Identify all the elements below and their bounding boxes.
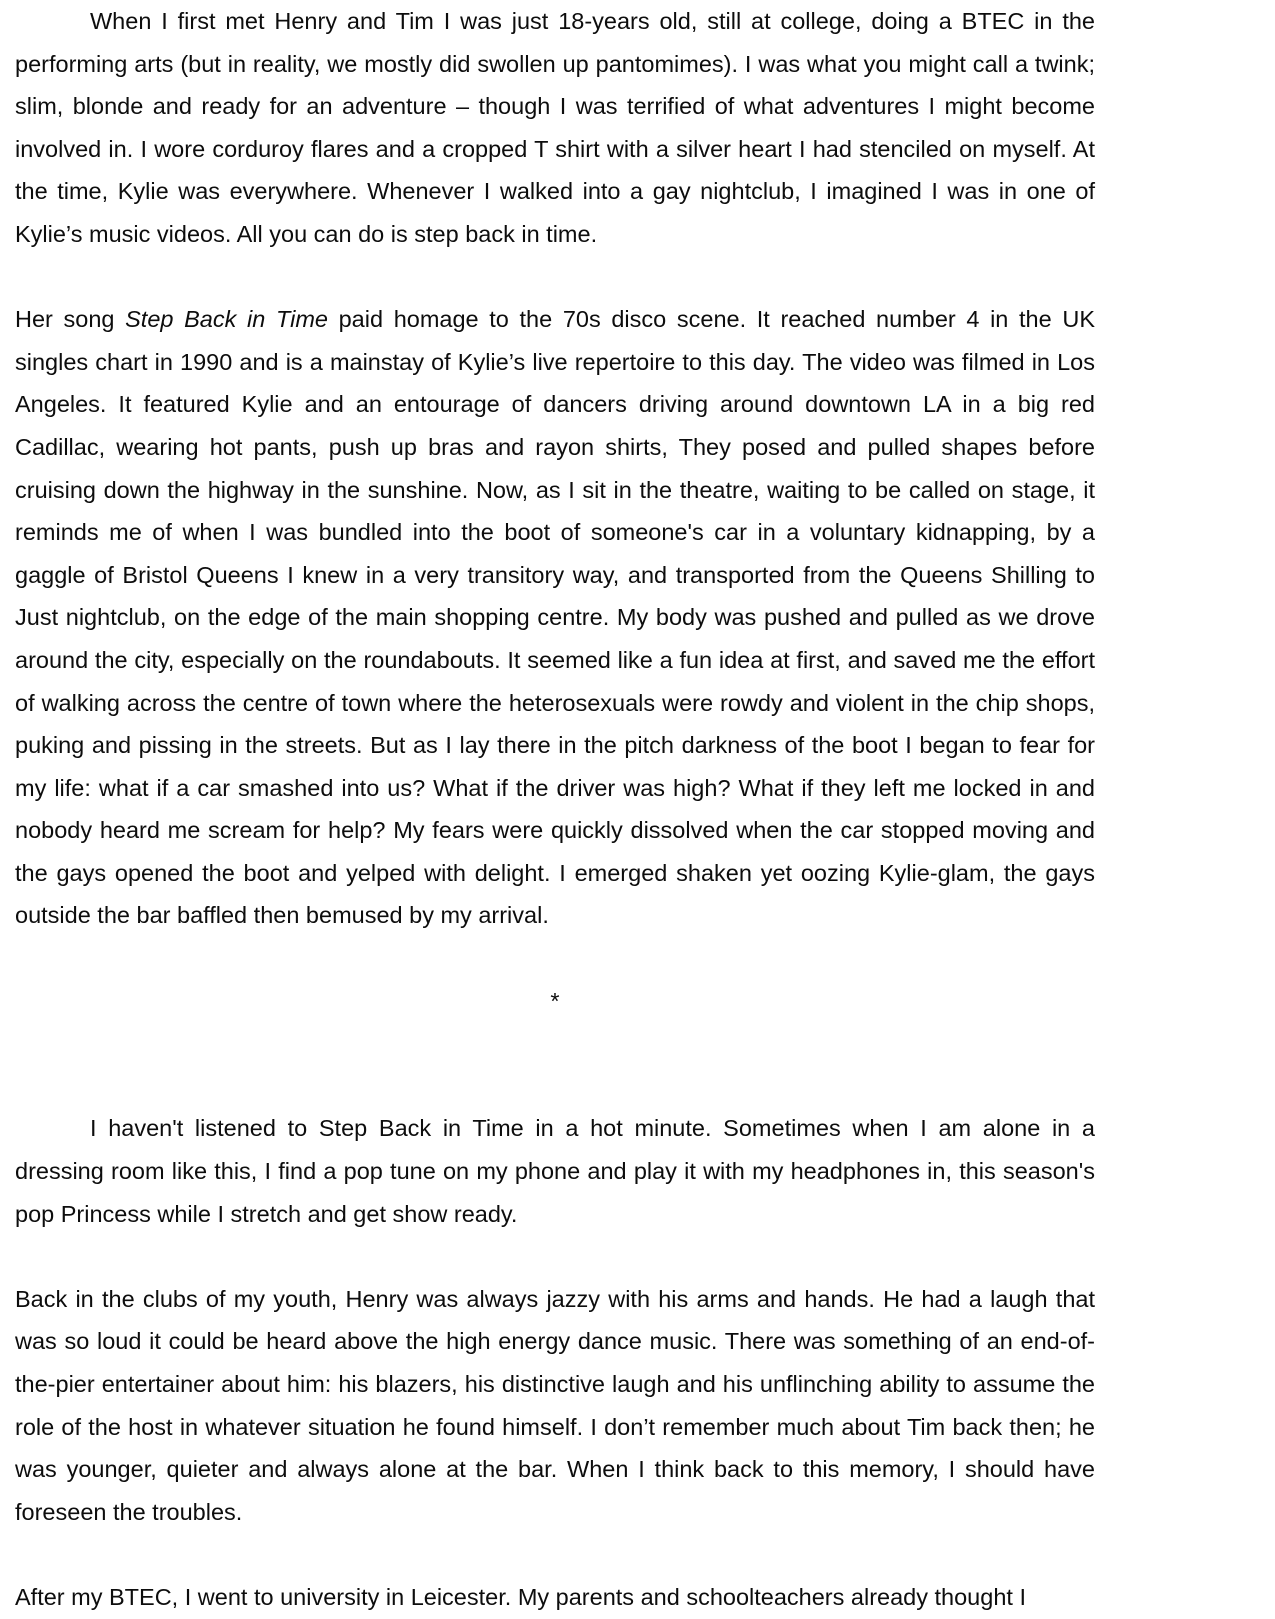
paragraph-3 — [15, 1107, 1095, 1235]
paragraph-gap — [15, 1235, 1095, 1278]
paragraph-4 — [15, 1278, 1095, 1534]
paragraph-5-text: After my BTEC, I went to university in Leicester. My parents and schoolteachers already thought I — [15, 1583, 1026, 1610]
section-break: * — [550, 987, 560, 1014]
paragraph-2-text-b: paid homage to the 70s disco scene. It reached number 4 in the UK singles chart in 1990 and is a mainstay of Kylie’s live repertoire to this day. The video was filmed in Los Angeles. It featured Kylie and an entourage of dancers driving around downtown LA in a big red Cadillac, wearing hot pants, push up bras and rayon shirts, They posed and pulled shapes before cruising down the highway in the sunshine. Now, as I sit in the theatre, waiting to be called on stage, it reminds me of when I was bundled into the boot of someone's car in a voluntary kidnapping, by a gaggle of Bristol Queens I knew in a very transitory way, and transported from the Queens Shilling to Just nightclub, on the edge of the main shopping centre. My body was pushed and pulled as we drove around the city, especially on the roundabouts. It seemed like a fun idea at first, and saved me the effort of walking across the centre of town where the heterosexuals were rowdy and violent in the chip shops, puking and pissing in the streets. But as I lay there in the pitch darkness of the boot I began to fear for my life: what if a car smashed into us? What if the driver was high? What if they left me locked in and nobody heard me scream for help? My fears were quickly dissolved when the car stopped moving and the gays opened the boot and yelped with delight. I emerged shaken yet oozing Kylie-glam, the gays outside the bar baffled then bemused by my arrival. — [15, 306, 1095, 929]
paragraph-gap — [15, 1022, 1095, 1065]
document-page — [15, 0, 1095, 1619]
paragraph-4-text: Back in the clubs of my youth, Henry was always jazzy with his arms and hands. He had a laugh that was so loud it could be heard above the high energy dance music. There was something of an end-of-the-pier entertainer about him: his blazers, his distinctive laugh and his unflinching ability to assume the role of the host in whatever situation he found himself. I don’t remember much about Tim back then; he was younger, quieter and always alone at the bar. When I think back to this memory, I should have foreseen the troubles. — [15, 1285, 1095, 1525]
paragraph-3-text: I haven't listened to Step Back in Time in a hot minute. Sometimes when I am alone in a dressing room like this, I find a pop tune on my phone and play it with my headphones in, this season's pop Princess while I stretch and get show ready. — [15, 1115, 1095, 1227]
paragraph-1-text: When I first met Henry and Tim I was just 18-years old, still at college, doing a BTEC in the performing arts (but in reality, we mostly did swollen up pantomimes). I was what you might call a twink; slim, blonde and ready for an adventure – though I was terrified of what adventures I might become involved in. I wore corduroy flares and a cropped T shirt with a silver heart I had stenciled on myself. At the time, Kylie was everywhere. Whenever I walked into a gay nightclub, I imagined I was in one of Kylie’s music videos. All you can do is step back in time. — [15, 8, 1095, 247]
paragraph-2 — [15, 298, 1095, 937]
paragraph-1 — [15, 0, 1095, 256]
song-title: Step Back in Time — [125, 306, 328, 333]
paragraph-gap — [15, 937, 1095, 980]
paragraph-gap — [15, 256, 1095, 299]
paragraph-5 — [15, 1576, 1095, 1619]
paragraph-gap — [15, 1065, 1095, 1108]
paragraph-gap — [15, 1533, 1095, 1576]
paragraph-2-text-a: Her song — [15, 306, 126, 333]
